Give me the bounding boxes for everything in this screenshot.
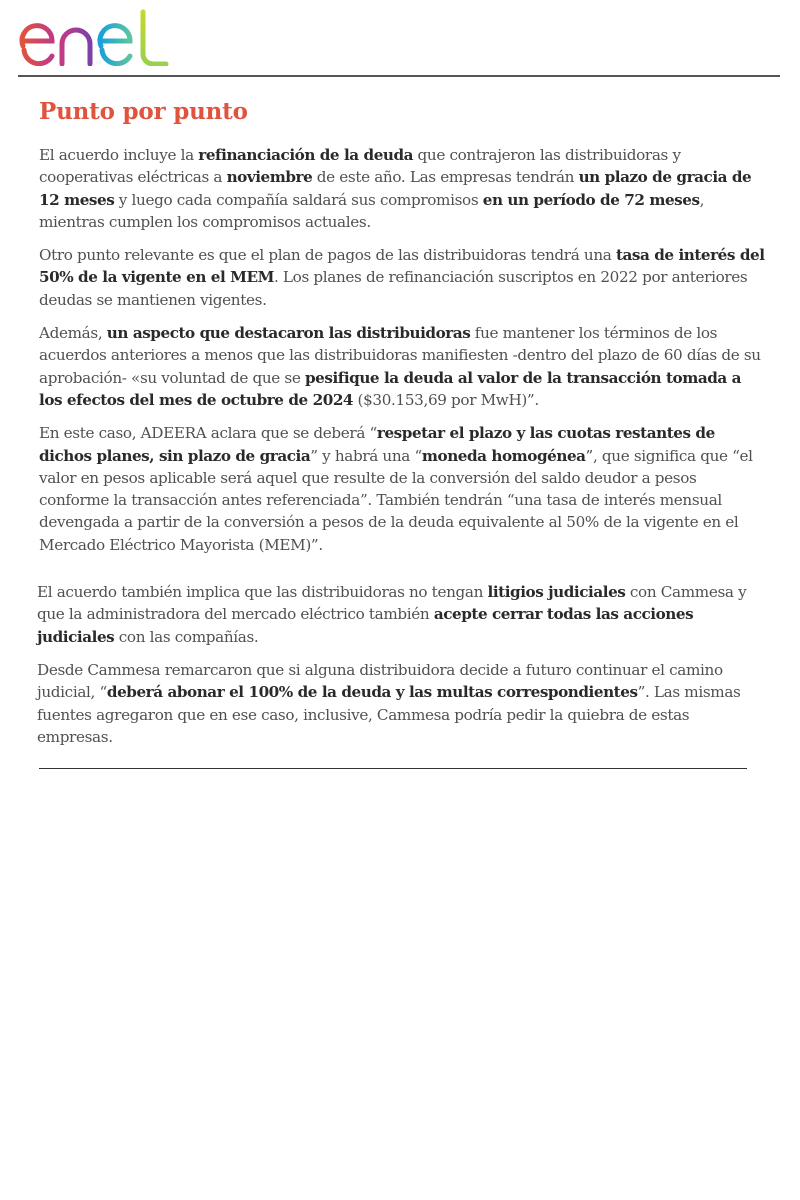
bold-text: litigios judiciales <box>487 583 626 602</box>
text-run: El acuerdo incluye la <box>39 146 199 164</box>
text-run: ”. Las mismas fuentes agregaron que en ese caso, inclusive, Cammesa podría pedir la quiebra de estas empresas. <box>37 683 741 746</box>
paragraph-4 <box>39 422 767 556</box>
text-run: de este año. Las empresas tendrán <box>312 168 579 187</box>
paragraph-2 <box>39 244 767 311</box>
bold-text: respetar el plazo y las cuotas restantes de dichos planes, sin plazo de gracia <box>39 424 715 465</box>
section-heading: Punto por punto <box>39 98 248 125</box>
bold-text: tasa de interés del 50% de la vigente en el MEM <box>39 246 765 287</box>
text-run: En este caso, ADEERA aclara que se deberá “ <box>39 424 377 443</box>
paragraph-1 <box>39 144 767 233</box>
text-run: con Cammesa y que la administradora del mercado eléctrico también <box>37 583 747 624</box>
text-run: , mientras cumplen los compromisos actuales. <box>39 190 705 231</box>
text-run: ($30.153,69 por MwH)”. <box>353 390 539 409</box>
article <box>39 98 767 769</box>
paragraph-3 <box>39 322 767 411</box>
text-run: que contrajeron las distribuidoras y cooperativas eléctricas a <box>39 146 681 187</box>
text-run: con las compañías. <box>114 627 259 646</box>
paragraph-5 <box>37 581 767 648</box>
text-run: Además, <box>39 324 107 343</box>
text-run: Desde Cammesa remarcaron que si alguna distribuidora decide a futuro continuar el camino judicial, “ <box>37 660 723 702</box>
bold-text: un plazo de gracia de 12 meses <box>39 168 752 209</box>
bold-text: refinanciación de la deuda <box>198 146 414 164</box>
text-run: ” y habrá una “ <box>310 446 422 465</box>
bold-text: moneda homogénea <box>421 446 586 465</box>
bold-text: pesifique la deuda al valor de la transacción tomada a los efectos del mes de octubre de 2024 <box>39 368 742 409</box>
text-run: . Los planes de refinanciación suscriptos en 2022 por anteriores deudas se mantienen vigentes. <box>39 268 748 309</box>
site-header <box>18 8 780 77</box>
text-run: ”, que significa que “el valor en pesos aplicable será aquel que resulte de la conversión del saldo deudor a pesos conforme la transacción antes referenciada”. También tendrán “una tasa de interés mensual devengada a partir de la conversión a pesos de la deuda equivalente al 50% de la vigente en el Mercado Eléctrico Mayorista (MEM)”. <box>39 446 753 554</box>
article-divider <box>39 768 747 769</box>
text-run: y luego cada compañía saldará sus compromisos <box>114 190 483 209</box>
spacer <box>39 567 767 581</box>
bold-text: deberá abonar el 100% de la deuda y las multas correspondientes <box>106 683 638 702</box>
text-run: fue mantener los términos de los acuerdos anteriores a menos que las distribuidoras manifiesten -dentro del plazo de 60 días de su aprobación- «su voluntad de que se <box>39 324 761 387</box>
bold-text: un aspecto que destacaron las distribuidoras <box>106 324 471 343</box>
enel-logo[interactable] <box>18 8 170 66</box>
bold-text: acepte cerrar todas las acciones judiciales <box>37 605 694 646</box>
paragraph-6 <box>37 659 767 748</box>
text-run: Otro punto relevante es que el plan de pagos de las distribuidoras tendrá una <box>39 246 616 265</box>
bold-text: noviembre <box>226 168 313 187</box>
text-run: El acuerdo también implica que las distribuidoras no tengan <box>37 583 488 602</box>
bold-text: en un período de 72 meses <box>482 190 700 209</box>
